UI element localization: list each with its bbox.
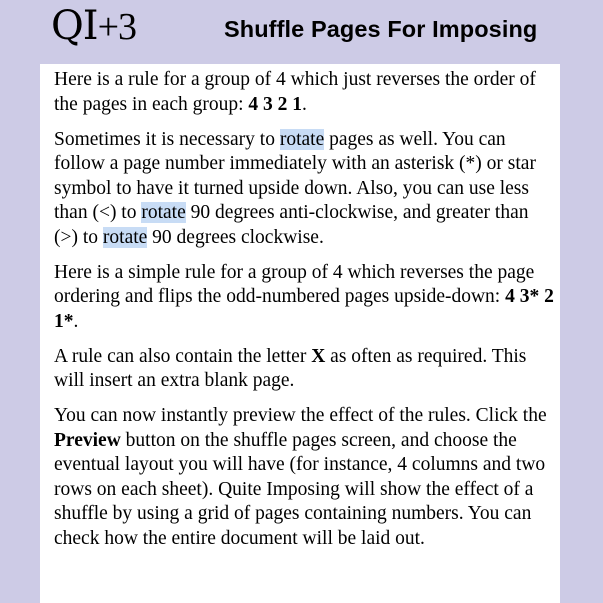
- p1-end: .: [302, 93, 307, 115]
- logo-main: QI: [51, 3, 98, 49]
- paragraph-preview: [54, 404, 554, 551]
- highlight-rotate-1: rotate: [279, 128, 325, 150]
- p1-text: Here is a rule for a group of 4 which just reverses the order of the pages in each group:: [54, 69, 536, 115]
- paragraph-blank-page: [54, 345, 554, 394]
- p5-button-name: Preview: [54, 429, 121, 451]
- p3-rule: 4 3* 2 1*: [54, 286, 554, 332]
- p1-rule: 4 3 2 1: [248, 93, 303, 115]
- p4-t1: A rule can also contain the letter: [54, 345, 312, 367]
- p5-t2: button on the shuffle pages screen, and choose the eventual layout you will have (for instance, 4 columns and two rows on each sheet). Quite Imposing will show the effect of a shuffle by using a grid of pages containing numbers. You can check how the entire document will be laid out.: [54, 429, 546, 549]
- page-title: Shuffle Pages For Imposing: [224, 16, 538, 42]
- paragraph-reverse-rule: [54, 68, 554, 117]
- p2-t2: pages as well. You can follow a page number immediately with an asterisk (*) or star symbol to have it turned upside down. Also, you can use less than (<) to: [54, 128, 536, 223]
- p4-letter: X: [311, 345, 326, 367]
- p2-t3: 90 degrees anti-clockwise, and greater than (>) to: [54, 202, 529, 248]
- p4-t2: as often as required. This will insert an extra blank page.: [54, 345, 527, 391]
- p5-t1: You can now instantly preview the effect of the rules. Click the: [54, 405, 547, 426]
- paragraph-flip-rule: [54, 261, 554, 335]
- help-text: [54, 68, 554, 562]
- highlight-rotate-2: rotate: [141, 202, 186, 223]
- app-logo: [51, 2, 136, 51]
- logo-suffix: +3: [97, 6, 137, 48]
- p3-text: Here is a simple rule for a group of 4 which reverses the page ordering and flips the odd-numbered pages upside-down:: [54, 261, 535, 307]
- p2-t1: Sometimes it is necessary to: [54, 128, 280, 150]
- paragraph-rotate: [54, 128, 554, 251]
- p3-end: .: [73, 310, 79, 332]
- highlight-rotate-3: rotate: [102, 226, 148, 248]
- p2-t4: 90 degrees clockwise.: [147, 226, 324, 248]
